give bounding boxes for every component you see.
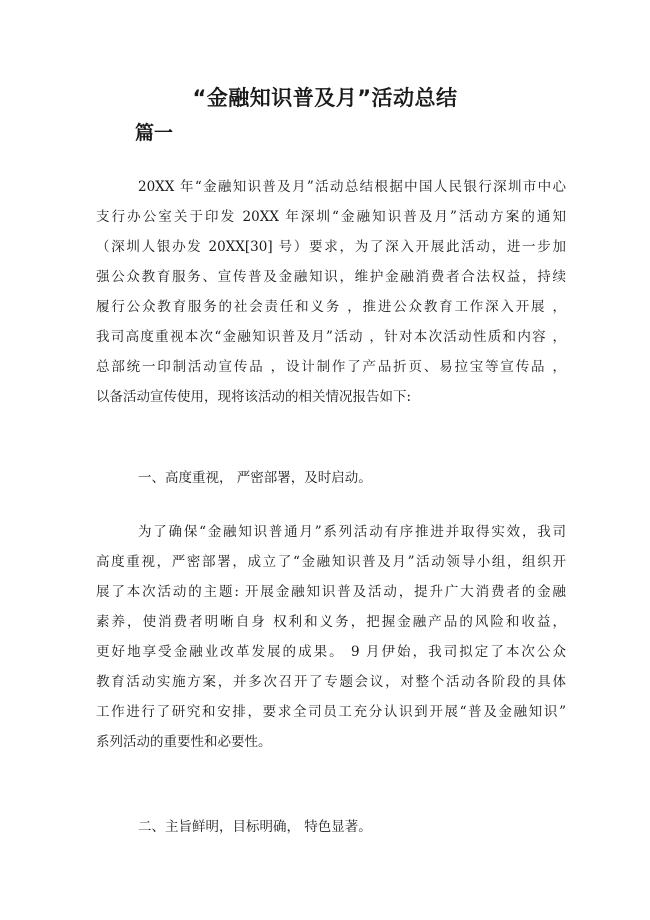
- paragraph-line: 支行办公室关于印发 20XX 年深圳“金融知识普及月”活动方案的通知: [96, 209, 566, 225]
- section-heading-2: 二、主旨鲜明，目标明确， 特色显著。: [138, 819, 372, 835]
- paragraph-line: 教育活动实施方案，并多次召开了专题会议，对整个活动各阶段的具体: [96, 674, 566, 690]
- section-label: 篇一: [135, 122, 174, 144]
- paragraph-line: 20XX 年“金融知识普及月”活动总结根据中国人民银行深圳市中心: [138, 179, 566, 195]
- page-title: “金融知识普及月”活动总结: [192, 86, 458, 110]
- paragraph-line: 履行公众教育服务的社会责任和义务 ，推进公众教育工作深入开展 ，: [96, 299, 566, 315]
- paragraph-line: 为了确保“金融知识普通月”系列活动有序推进并取得实效，我司: [138, 524, 566, 540]
- paragraph-line: 我司高度重视本次“金融知识普及月”活动 ，针对本次活动性质和内容 ，: [96, 329, 566, 345]
- paragraph-line: 总部统一印制活动宣传品 ，设计制作了产品折页、易拉宝等宣传品 ，: [96, 359, 566, 375]
- paragraph-line: 工作进行了研究和安排，要求全司员工充分认识到开展“普及金融知识”: [96, 704, 566, 720]
- intro-paragraph: [96, 172, 566, 412]
- paragraph-line: （深圳人银办发 20XX[30] 号）要求，为了深入开展此活动，进一步加: [96, 239, 566, 255]
- paragraph-line: 强公众教育服务、宣传普及金融知识，维护金融消费者合法权益，持续: [96, 269, 566, 285]
- paragraph-line: 素养，使消费者明晰自身 权利和义务，把握金融产品的风险和收益，: [96, 614, 566, 630]
- paragraph-line: 更好地享受金融业改革发展的成果。 9 月伊始，我司拟定了本次公众: [96, 644, 566, 660]
- paragraph-line: 系列活动的重要性和必要性。: [96, 734, 272, 750]
- section-heading-1: 一、高度重视， 严密部署，及时启动。: [138, 470, 372, 486]
- section1-paragraph: [96, 517, 566, 757]
- paragraph-line: 展了本次活动的主题: 开展金融知识普及活动，提升广大消费者的金融: [96, 584, 566, 600]
- paragraph-line: 高度重视，严密部署，成立了“金融知识普及月”活动领导小组，组织开: [96, 554, 566, 570]
- paragraph-line: 以备活动宣传使用，现将该活动的相关情况报告如下:: [96, 389, 412, 405]
